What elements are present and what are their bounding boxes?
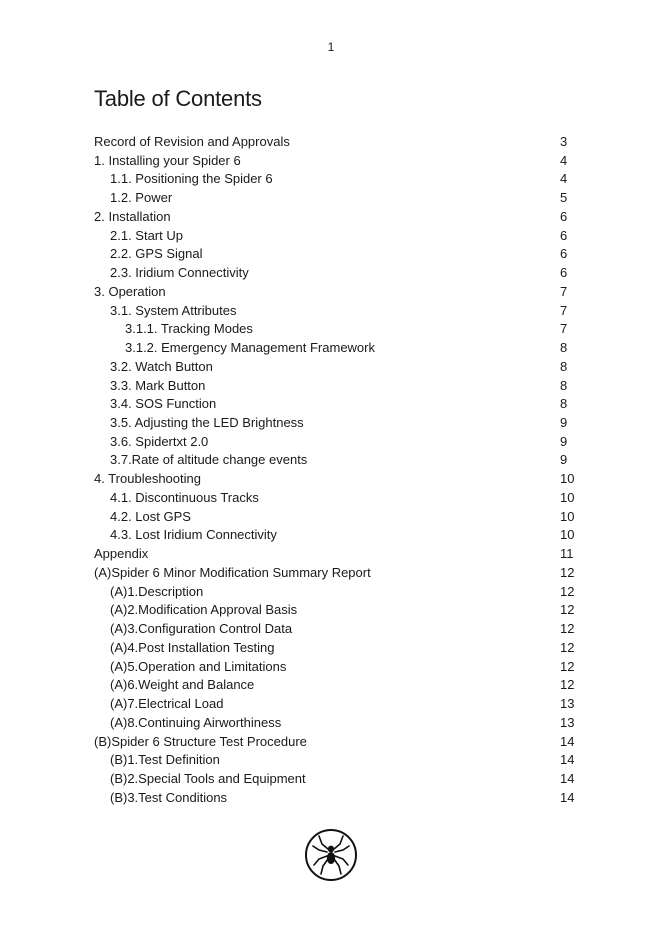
toc-entry-page-number: 7 <box>560 283 568 299</box>
toc-entry[interactable] <box>94 508 594 527</box>
toc-entry-page-number: 12 <box>560 621 575 637</box>
toc-entry-title: 1.2. Power <box>110 190 173 206</box>
toc-entry[interactable] <box>94 264 594 283</box>
toc-entry[interactable] <box>94 676 594 695</box>
toc-entry-page-number: 8 <box>560 340 568 356</box>
toc-entry-page-number: 11 <box>560 546 574 562</box>
toc-entry-page-number: 12 <box>560 564 575 580</box>
toc-entry-page-number: 10 <box>560 471 575 487</box>
toc-entry[interactable] <box>94 620 594 639</box>
toc-entry[interactable] <box>94 526 594 545</box>
page-number: 1 <box>327 40 335 54</box>
toc-entry[interactable] <box>94 302 594 321</box>
toc-entry[interactable] <box>94 189 594 208</box>
toc-entry[interactable] <box>94 470 594 489</box>
toc-entry[interactable] <box>94 152 594 171</box>
toc-entry-page-number: 13 <box>560 714 575 730</box>
toc-entry[interactable] <box>94 695 594 714</box>
toc-entry-title: (B)2.Special Tools and Equipment <box>110 770 306 786</box>
toc-entry-title: (B)3.Test Conditions <box>110 789 228 805</box>
toc-entry-page-number: 8 <box>560 358 568 374</box>
toc-entry[interactable] <box>94 733 594 752</box>
toc-entry[interactable] <box>94 545 594 564</box>
toc-entry-title: 3.7.Rate of altitude change events <box>110 452 308 468</box>
toc-entry-page-number: 5 <box>560 190 568 206</box>
toc-entry-page-number: 6 <box>560 265 568 281</box>
toc-entry-title: 3.5. Adjusting the LED Brightness <box>110 415 304 431</box>
toc-entry[interactable] <box>94 227 594 246</box>
toc-entry-page-number: 9 <box>560 452 568 468</box>
toc-entry[interactable] <box>94 245 594 264</box>
toc-entry-title: 4.2. Lost GPS <box>110 508 191 524</box>
toc-entry[interactable] <box>94 639 594 658</box>
toc-entry-title: 2.2. GPS Signal <box>110 246 203 262</box>
toc-entry-title: (B)Spider 6 Structure Test Procedure <box>94 733 307 749</box>
toc-entry-title: 3.4. SOS Function <box>110 396 217 412</box>
toc-entry-title: (A)6.Weight and Balance <box>110 677 255 693</box>
toc-entry-page-number: 14 <box>560 733 575 749</box>
toc-entry-title: (A)Spider 6 Minor Modification Summary Report <box>94 564 371 580</box>
toc-entry-page-number: 14 <box>560 789 575 805</box>
toc-entry-page-number: 12 <box>560 583 575 599</box>
toc-entry-page-number: 9 <box>560 433 568 449</box>
toc-entry-page-number: 10 <box>560 527 575 543</box>
toc-entry-page-number: 12 <box>560 658 575 674</box>
toc-entry[interactable] <box>94 395 594 414</box>
toc-entry-title: (A)1.Description <box>110 583 204 599</box>
toc-entry-title: 4.1. Discontinuous Tracks <box>110 489 259 505</box>
toc-entry-page-number: 10 <box>560 508 575 524</box>
toc-list <box>94 133 594 807</box>
toc-entry-title: (A)3.Configuration Control Data <box>110 621 293 637</box>
toc-entry-page-number: 8 <box>560 377 568 393</box>
spider-icon <box>304 828 358 882</box>
page-title: Table of Contents <box>94 86 262 111</box>
toc-entry-page-number: 7 <box>560 302 568 318</box>
toc-entry-page-number: 6 <box>560 246 568 262</box>
toc-entry[interactable] <box>94 339 594 358</box>
toc-entry-title: 4. Troubleshooting <box>94 471 201 487</box>
toc-entry-title: 2.3. Iridium Connectivity <box>110 265 249 281</box>
toc-entry-title: 1.1. Positioning the Spider 6 <box>110 171 273 187</box>
toc-entry-page-number: 14 <box>560 770 575 786</box>
toc-entry-page-number: 13 <box>560 696 575 712</box>
toc-entry[interactable] <box>94 489 594 508</box>
toc-entry[interactable] <box>94 751 594 770</box>
toc-entry[interactable] <box>94 358 594 377</box>
toc-entry-page-number: 10 <box>560 489 575 505</box>
toc-entry[interactable] <box>94 433 594 452</box>
toc-entry-page-number: 4 <box>560 171 568 187</box>
toc-entry-title: 1. Installing your Spider 6 <box>94 152 241 168</box>
toc-entry-title: (A)8.Continuing Airworthiness <box>110 714 282 730</box>
toc-entry[interactable] <box>94 208 594 227</box>
toc-entry-page-number: 9 <box>560 415 568 431</box>
toc-entry-title: 3.3. Mark Button <box>110 377 206 393</box>
toc-entry[interactable] <box>94 583 594 602</box>
toc-entry-title: 3.1. System Attributes <box>110 302 237 318</box>
toc-entry-title: 3.2. Watch Button <box>110 358 213 374</box>
toc-entry[interactable] <box>94 770 594 789</box>
toc-entry[interactable] <box>94 658 594 677</box>
toc-entry-title: (A)5.Operation and Limitations <box>110 658 287 674</box>
toc-entry-title: Record of Revision and Approvals <box>94 134 290 149</box>
toc-entry[interactable] <box>94 564 594 583</box>
toc-entry-title: (A)4.Post Installation Testing <box>110 639 275 655</box>
toc-entry[interactable] <box>94 320 594 339</box>
toc-entry[interactable] <box>94 133 594 152</box>
toc-entry-title: (B)1.Test Definition <box>110 752 220 768</box>
toc-entry-title: (A)2.Modification Approval Basis <box>110 602 298 618</box>
toc-entry-title: 3.1.2. Emergency Management Framework <box>125 340 375 356</box>
toc-entry-page-number: 6 <box>560 208 568 224</box>
toc-entry-title: 4.3. Lost Iridium Connectivity <box>110 527 277 543</box>
toc-entry[interactable] <box>94 789 594 808</box>
toc-entry[interactable] <box>94 377 594 396</box>
toc-entry-title: 3.1.1. Tracking Modes <box>125 321 253 337</box>
toc-entry-page-number: 14 <box>560 752 575 768</box>
toc-entry[interactable] <box>94 170 594 189</box>
toc-entry-page-number: 6 <box>560 227 568 243</box>
toc-entry-page-number: 12 <box>560 602 575 618</box>
toc-entry-page-number: 7 <box>560 321 568 337</box>
toc-entry[interactable] <box>94 601 594 620</box>
toc-entry-page-number: 12 <box>560 639 575 655</box>
toc-entry-title: 3. Operation <box>94 283 166 299</box>
toc-entry-title: (A)7.Electrical Load <box>110 696 224 712</box>
toc-entry[interactable] <box>94 714 594 733</box>
toc-entry[interactable] <box>94 414 594 433</box>
toc-entry-title: 2.1. Start Up <box>110 227 183 243</box>
toc-entry[interactable] <box>94 451 594 470</box>
toc-entry-page-number: 8 <box>560 396 568 412</box>
toc-entry-title: Appendix <box>94 546 149 562</box>
toc-entry-title: 2. Installation <box>94 208 171 224</box>
toc-entry-title: 3.6. Spidertxt 2.0 <box>110 433 209 449</box>
toc-entry-page-number: 3 <box>560 134 568 149</box>
toc-entry[interactable] <box>94 283 594 302</box>
toc-entry-page-number: 12 <box>560 677 575 693</box>
toc-entry-page-number: 4 <box>560 152 568 168</box>
